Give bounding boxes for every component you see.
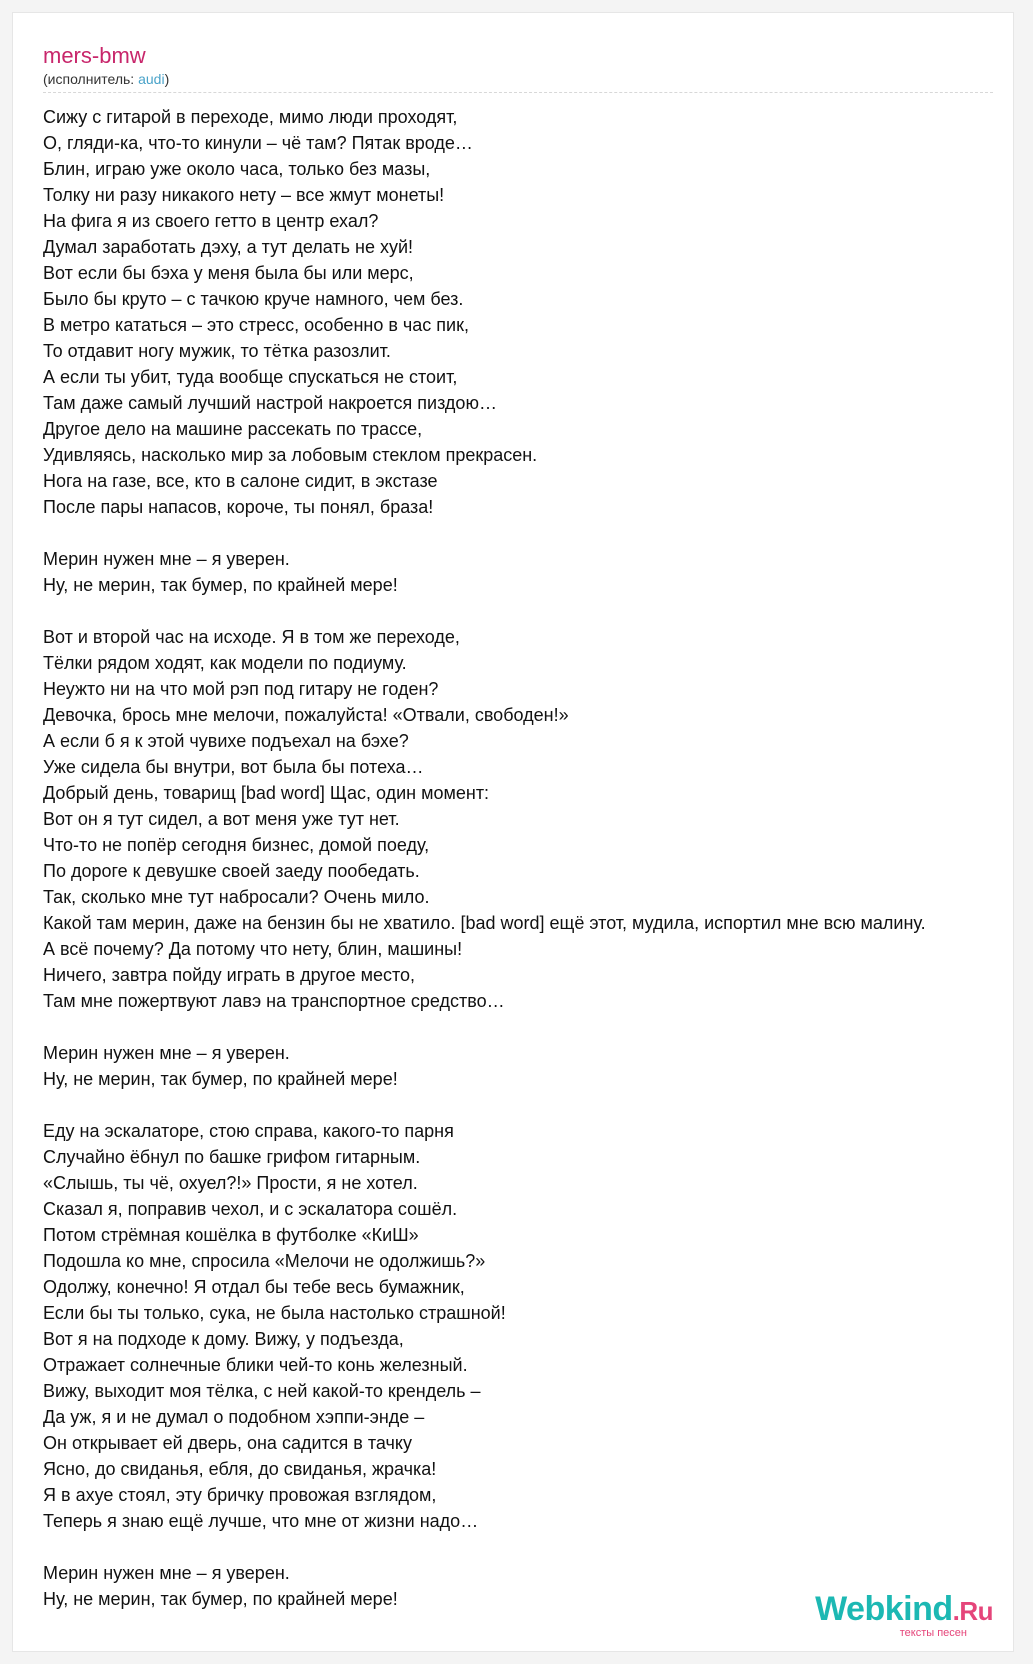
lyric-line: Что-то не попёр сегодня бизнес, домой поеду, [43, 835, 430, 855]
artist-suffix: ) [164, 71, 170, 87]
lyric-blank-line [43, 520, 1014, 546]
song-title: mers-bmw [43, 43, 146, 68]
lyric-line: Ясно, до свиданья, ебля, до свиданья, жрачка! [43, 1459, 437, 1479]
lyric-line: В метро кататься – это стресс, особенно в час пик, [43, 315, 469, 335]
lyric-line: На фига я из своего гетто в центр ехал? [43, 211, 379, 231]
lyric-line: Ничего, завтра пойду играть в другое место, [43, 965, 416, 985]
lyric-line: Мерин нужен мне – я уверен. [43, 1043, 290, 1063]
lyric-line: Уже сидела бы внутри, вот была бы потеха… [43, 757, 424, 777]
artist-link[interactable]: audi [138, 71, 165, 87]
lyric-line: Вот если бы бэха у меня была бы или мерс, [43, 263, 414, 283]
lyric-line: Нога на газе, все, кто в салоне сидит, в экстазе [43, 471, 438, 491]
lyric-line: Если бы ты только, сука, не была настолько страшной! [43, 1303, 506, 1323]
artist-line [43, 70, 993, 88]
logo-word: Webkind [815, 1590, 953, 1628]
lyric-line: Я в ахуе стоял, эту бричку провожая взглядом, [43, 1485, 437, 1505]
lyric-line: Вот я на подходе к дому. Вижу, у подъезда, [43, 1329, 404, 1349]
lyric-line: Потом стрёмная кошёлка в футболке «КиШ» [43, 1225, 419, 1245]
lyric-line: То отдавит ногу мужик, то тётка разозлит. [43, 341, 391, 361]
page [12, 12, 1014, 1652]
lyric-line: Девочка, брось мне мелочи, пожалуйста! «Отвали, свободен!» [43, 705, 569, 725]
lyric-line: Неужто ни на что мой рэп под гитару не годен? [43, 679, 439, 699]
lyric-line: Вижу, выходит моя тёлка, с ней какой-то крендель – [43, 1381, 481, 1401]
logo-tld: .Ru [952, 1596, 993, 1626]
lyric-line: А всё почему? Да потому что нету, блин, машины! [43, 939, 463, 959]
lyric-line: После пары напасов, короче, ты понял, браза! [43, 497, 434, 517]
lyric-line: Ну, не мерин, так бумер, по крайней мере! [43, 575, 398, 595]
lyric-line: Еду на эскалаторе, стою справа, какого-то парня [43, 1121, 454, 1141]
lyric-line: Одолжу, конечно! Я отдал бы тебе весь бумажник, [43, 1277, 465, 1297]
lyric-line: Мерин нужен мне – я уверен. [43, 549, 290, 569]
logo-subtitle: тексты песен [899, 1627, 967, 1639]
lyric-line: Было бы круто – с тачкою круче намного, чем без. [43, 289, 464, 309]
lyric-line: О, гляди-ка, что-то кинули – чё там? Пятак вроде… [43, 133, 473, 153]
lyric-line: Теперь я знаю ещё лучше, что мне от жизни надо… [43, 1511, 479, 1531]
lyric-blank-line [43, 1014, 1014, 1040]
lyric-line: Отражает солнечные блики чей-то конь железный. [43, 1355, 468, 1375]
lyric-line: Удивляясь, насколько мир за лобовым стеклом прекрасен. [43, 445, 538, 465]
artist-prefix: (исполнитель: [43, 71, 139, 87]
lyric-line: Вот и второй час на исходе. Я в том же переходе, [43, 627, 460, 647]
lyric-line: Подошла ко мне, спросила «Мелочи не одолжишь?» [43, 1251, 486, 1271]
lyric-line: Какой там мерин, даже на бензин бы не хватило. [bad word] ещё этот, мудила, испортил мне всю малину. [43, 913, 926, 933]
lyric-line: Другое дело на машине рассекать по трассе, [43, 419, 423, 439]
lyric-line: Ну, не мерин, так бумер, по крайней мере! [43, 1069, 398, 1089]
lyric-line: Блин, играю уже около часа, только без мазы, [43, 159, 431, 179]
lyric-line: А если ты убит, туда вообще спускаться не стоит, [43, 367, 458, 387]
lyric-blank-line [43, 598, 1014, 624]
lyric-line: Тёлки рядом ходят, как модели по подиуму. [43, 653, 407, 673]
site-logo[interactable] [815, 1591, 993, 1639]
lyric-line: По дороге к девушке своей заеду пообедать. [43, 861, 420, 881]
lyrics-text [43, 104, 1014, 1612]
lyric-line: Вот он я тут сидел, а вот меня уже тут нет. [43, 809, 400, 829]
lyric-blank-line [43, 1092, 1014, 1118]
lyric-line: Он открывает ей дверь, она садится в тачку [43, 1433, 412, 1453]
lyric-line: Добрый день, товарищ [bad word] Щас, один момент: [43, 783, 490, 803]
lyric-line: Так, сколько мне тут набросали? Очень мило. [43, 887, 430, 907]
lyric-line: Там мне пожертвуют лавэ на транспортное средство… [43, 991, 505, 1011]
header-divider [43, 92, 993, 93]
lyric-line: Ну, не мерин, так бумер, по крайней мере! [43, 1589, 398, 1609]
lyric-line: Там даже самый лучший настрой накроется пиздою… [43, 393, 497, 413]
logo-wordmark [815, 1591, 993, 1629]
lyric-line: Думал заработать дэху, а тут делать не хуй! [43, 237, 414, 257]
lyric-line: «Слышь, ты чё, охуел?!» Прости, я не хотел. [43, 1173, 418, 1193]
lyric-blank-line [43, 1534, 1014, 1560]
lyric-line: А если б я к этой чувихе подъехал на бэхе? [43, 731, 409, 751]
lyric-line: Сказал я, поправив чехол, и с эскалатора сошёл. [43, 1199, 458, 1219]
lyric-line: Толку ни разу никакого нету – все жмут монеты! [43, 185, 445, 205]
lyric-line: Мерин нужен мне – я уверен. [43, 1563, 290, 1583]
lyric-line: Да уж, я и не думал о подобном хэппи-энде – [43, 1407, 425, 1427]
lyric-line: Сижу с гитарой в переходе, мимо люди проходят, [43, 107, 458, 127]
song-header [43, 43, 993, 88]
lyric-line: Случайно ёбнул по башке грифом гитарным. [43, 1147, 421, 1167]
